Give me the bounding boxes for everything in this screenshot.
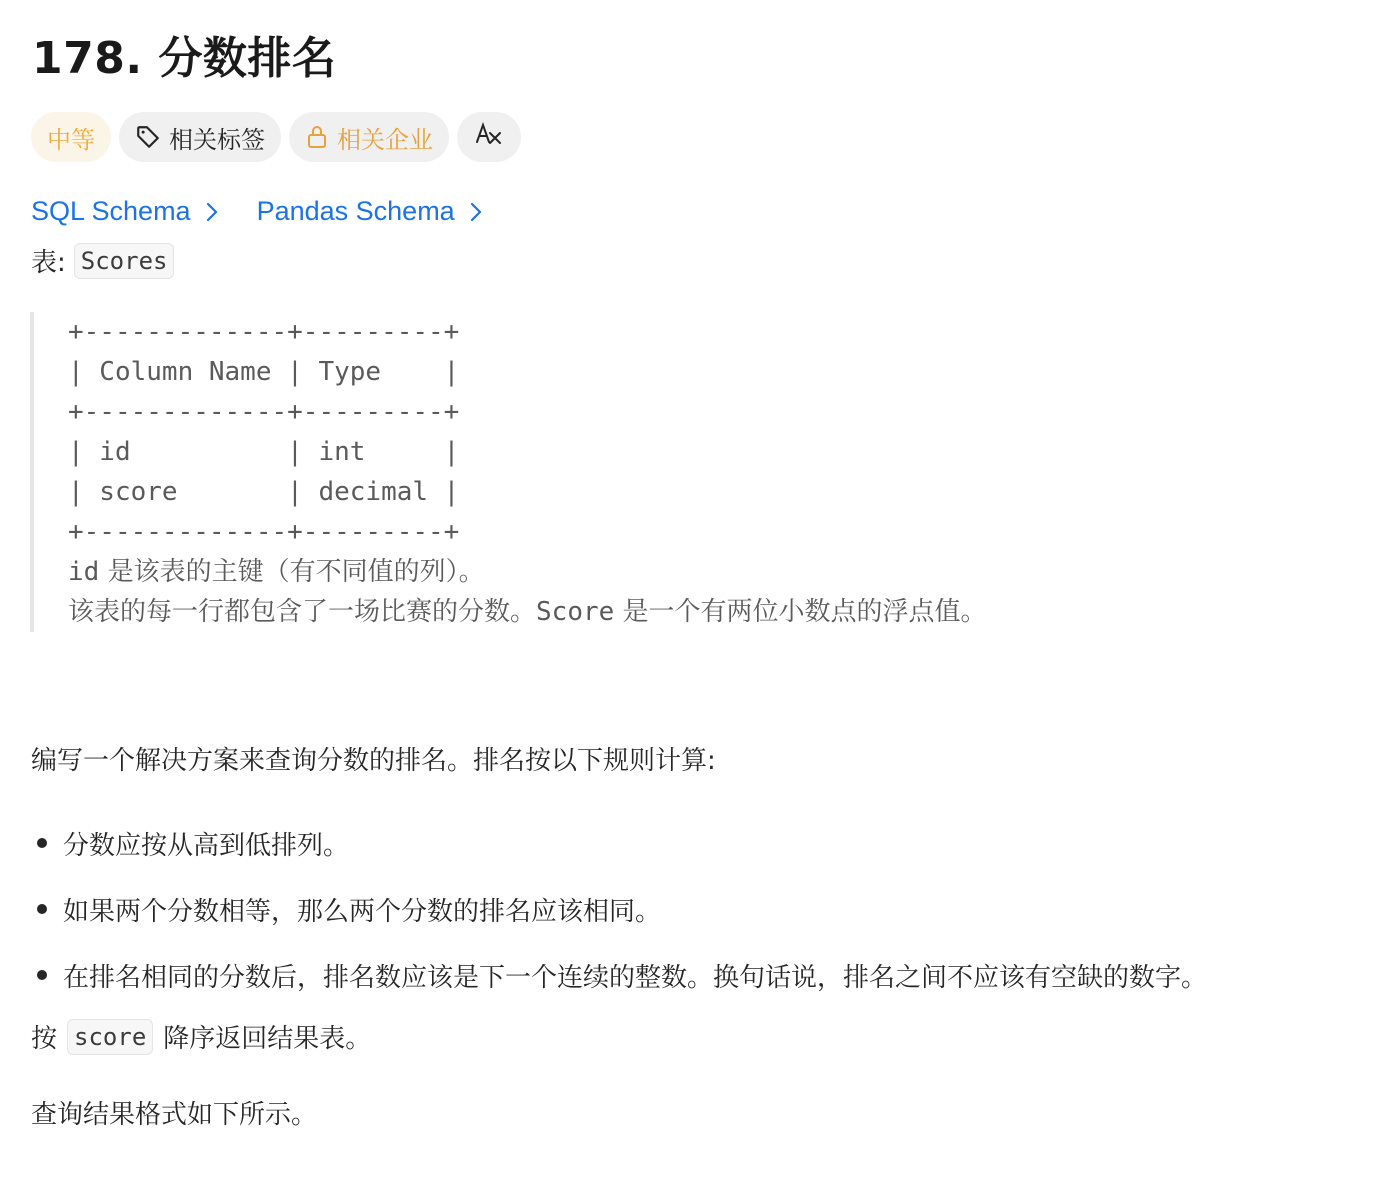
tag-row — [31, 112, 521, 162]
related-tags-button[interactable] — [119, 112, 281, 162]
list-item — [31, 810, 1207, 876]
related-companies-button[interactable] — [289, 112, 449, 162]
order-instruction — [31, 1018, 371, 1055]
schema-ascii-table: +-------------+---------+ | Column Name | Type | +-------------+---------+ | id | int | | score | decimal | +-------------+---------+ — [68, 317, 460, 547]
order-prefix: 按 — [31, 1024, 58, 1054]
note-text-id: 是该表的主键（有不同值的列）。 — [99, 557, 485, 587]
bullet-icon — [37, 970, 47, 980]
note-code-id: id — [68, 557, 100, 587]
ranking-rules-list — [31, 810, 1207, 1008]
format-note: 查询结果格式如下所示。 — [31, 1100, 318, 1130]
translate-icon — [475, 121, 503, 153]
list-item — [31, 876, 1207, 942]
chevron-right-icon — [469, 201, 483, 223]
problem-description: 编写一个解决方案来查询分数的排名。排名按以下规则计算: — [31, 746, 716, 776]
problem-title: 178. 分数排名 — [32, 33, 337, 84]
sql-schema-label: SQL Schema — [31, 196, 191, 226]
related-companies-label: 相关企业 — [337, 125, 433, 154]
sql-schema-link[interactable] — [31, 196, 219, 227]
schema-note-score — [68, 592, 987, 632]
order-suffix: 降序返回结果表。 — [163, 1024, 372, 1054]
table-name-code: Scores — [74, 243, 175, 279]
related-tags-label: 相关标签 — [169, 125, 265, 154]
table-intro — [31, 242, 174, 279]
pandas-schema-link[interactable] — [257, 196, 483, 227]
list-item — [31, 942, 1207, 1008]
tag-icon — [135, 124, 161, 150]
difficulty-badge[interactable] — [31, 112, 111, 162]
rule-text: 如果两个分数相等，那么两个分数的排名应该相同。 — [63, 896, 662, 927]
schema-code-block — [30, 312, 1370, 632]
bullet-icon — [37, 904, 47, 914]
pandas-schema-label: Pandas Schema — [256, 196, 455, 226]
note-code-score: Score — [536, 597, 615, 627]
note-text-score-b: 是一个有两位小数点的浮点值。 — [614, 597, 987, 627]
difficulty-label: 中等 — [47, 125, 95, 154]
schema-notes — [68, 552, 987, 632]
note-text-score-a: 该表的每一行都包含了一场比赛的分数。 — [68, 597, 537, 627]
rule-text: 分数应按从高到低排列。 — [63, 830, 350, 861]
lock-icon — [305, 124, 329, 150]
schema-links — [31, 196, 483, 227]
bullet-icon — [37, 838, 47, 848]
table-label: 表: — [31, 248, 66, 278]
translate-button[interactable] — [457, 112, 521, 162]
rule-text: 在排名相同的分数后，排名数应该是下一个连续的整数。换句话说，排名之间不应该有空缺的数字。 — [63, 962, 1208, 993]
chevron-right-icon — [205, 201, 219, 223]
schema-note-primary-key — [68, 552, 987, 592]
order-code: score — [67, 1019, 153, 1055]
